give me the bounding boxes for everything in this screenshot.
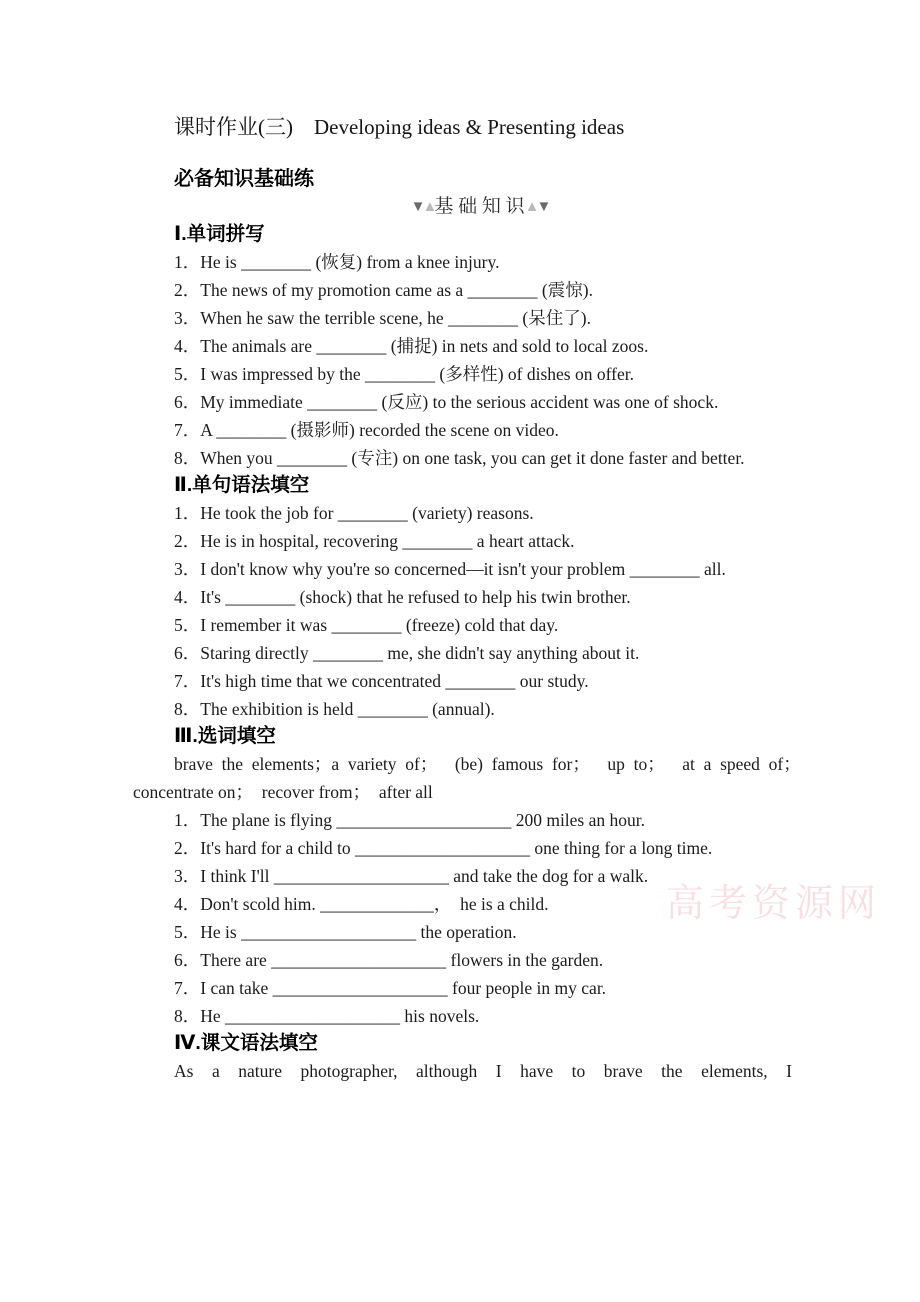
- exercise-item: 7．It's high time that we concentrated ________ our study.: [174, 671, 589, 691]
- exercise-item: 1．The plane is flying ____________________ 200 miles an hour.: [174, 810, 645, 830]
- section-text-grammar: [133, 1030, 792, 1085]
- triangle-up-icon: ▲: [524, 199, 537, 215]
- banner-label: 基 础 知 识: [434, 196, 525, 217]
- exercise-item: 5．I was impressed by the ________ (多样性) of dishes on offer.: [174, 364, 634, 384]
- section-word-spelling: [133, 221, 792, 472]
- word-bank: brave the elements；a variety of； (be) famous for； up to； at a speed of； concentrate on； recover from； after all: [133, 754, 810, 802]
- exercise-item: 2．It's hard for a child to ____________________ one thing for a long time.: [174, 838, 713, 858]
- exercise-item: 5．He is ____________________ the operation.: [174, 922, 517, 942]
- exercise-item: 3．I think I'll ____________________ and take the dog for a walk.: [174, 866, 649, 886]
- exercise-item: 7．A ________ (摄影师) recorded the scene on video.: [174, 420, 559, 440]
- exercise-item: 1．He is ________ (恢复) from a knee injury.: [174, 252, 500, 272]
- exercise-item: 3．When he saw the terrible scene, he ________ (呆住了).: [174, 308, 591, 328]
- unit-header: 必备知识基础练: [174, 168, 314, 190]
- passage-text: As a nature photographer, although I have to brave the elements, I: [174, 1061, 792, 1081]
- section-heading: Ⅳ.课文语法填空: [174, 1032, 318, 1054]
- exercise-item: 2．The news of my promotion came as a ________ (震惊).: [174, 280, 593, 300]
- exercise-item: 7．I can take ____________________ four people in my car.: [174, 978, 607, 998]
- exercise-item: 8．When you ________ (专注) on one task, you can get it done faster and better.: [174, 448, 745, 468]
- triangle-up-icon: ▲: [422, 199, 435, 215]
- exercise-item: 4．It's ________ (shock) that he refused to help his twin brother.: [174, 587, 631, 607]
- exercise-item: 4．The animals are ________ (捕捉) in nets and sold to local zoos.: [174, 336, 649, 356]
- knowledge-banner: [133, 193, 792, 221]
- exercise-item: 6．There are ____________________ flowers in the garden.: [174, 950, 604, 970]
- exercise-item: 4．Don't scold him. _____________， he is a child.: [174, 894, 549, 914]
- section-word-choice: [133, 723, 810, 1030]
- exercise-item: 6．My immediate ________ (反应) to the serious accident was one of shock.: [174, 392, 719, 412]
- exercise-item: 3．I don't know why you're so concerned—it isn't your problem ________ all.: [174, 559, 726, 579]
- exercise-item: 5．I remember it was ________ (freeze) cold that day.: [174, 615, 559, 635]
- watermark: 高考资源网: [666, 883, 882, 925]
- triangle-down-icon: ▼: [536, 199, 549, 215]
- section-heading: Ⅲ.选词填空: [174, 725, 276, 747]
- exercise-item: 2．He is in hospital, recovering ________ a heart attack.: [174, 531, 575, 551]
- section-heading: Ⅱ.单句语法填空: [174, 474, 310, 496]
- exercise-item: 8．The exhibition is held ________ (annual).: [174, 699, 495, 719]
- exercise-item: 1．He took the job for ________ (variety) reasons.: [174, 503, 534, 523]
- exercise-item: 8．He ____________________ his novels.: [174, 1006, 480, 1026]
- section-heading: Ⅰ.单词拼写: [174, 223, 265, 245]
- page-title: 课时作业(三) Developing ideas & Presenting ideas: [174, 115, 625, 139]
- exercise-item: 6．Staring directly ________ me, she didn't say anything about it.: [174, 643, 640, 663]
- worksheet-content: [133, 112, 810, 1085]
- section-grammar-fill: [133, 472, 792, 723]
- triangle-down-icon: ▼: [410, 199, 423, 215]
